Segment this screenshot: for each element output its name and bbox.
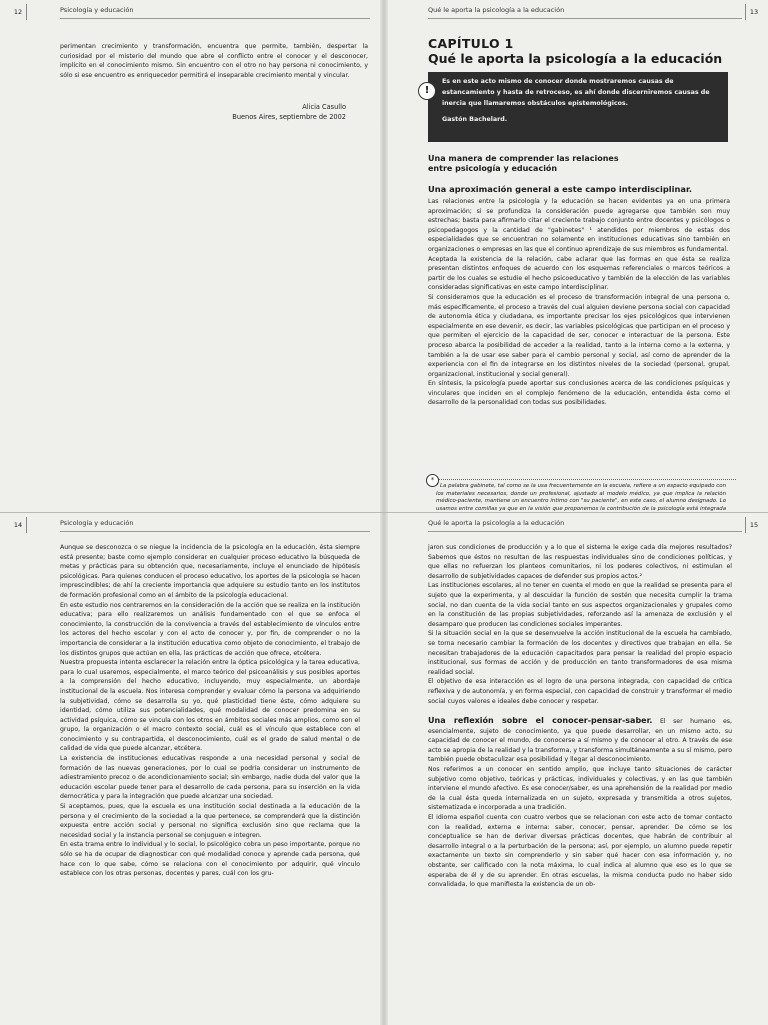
paragraph: La existencia de instituciones educativas responde a una necesidad personal y social de formación de las nuevas generaciones, por lo cual se podría considerar un instrumento de adiestramiento precoz o de acondicionamiento social; sin embargo, nadie duda del valor que la educación escolar puede tener para el desarrollo de cada persona, para su inserción en la vida democrática y para la integración que puede alcanzar una sociedad. xyxy=(60,755,360,801)
paragraph: Las instituciones escolares, al no tener en cuenta el modo en que la realidad se presenta para el sujeto que la experimenta, y al descuidar la función de sostén que necesita cumplir la trama social, no dan cuenta de la vida social tanto en sus aspectos organizacionales y grupales como en la constitución de las propias subjetividades, reforzando así la amenaza de exclusión y el desamparo que producen las condiciones sociales imperantes. xyxy=(428,582,732,628)
header-rule xyxy=(428,531,742,532)
paragraph: Si consideramos que la educación es el proceso de transformación integral de una persona o, más específicamente, el proceso a través del cual alguien deviene persona social con capacidad de autonomía ética y ciudadana, es importante precisar los ejes psicológicos que intervienen especialmente en ese devenir, es decir, las variables psicológicas que participan en el proceso y que permiten el ejercicio de la capacidad de ser, conocer e interactuar de la persona. Este proceso abarca la posibilidad de acceder a la realidad, tanto a la interna como a la externa, y también a la de usar ese saber para el cambio personal y social, así como de aprender de la experiencia con el fin de integrarse en los distintos niveles de la sociedad (personal, grupal, organizacional, institucional y social general). xyxy=(428,293,730,378)
body-text xyxy=(60,543,360,879)
running-head: Psicología y educación xyxy=(60,519,134,527)
page-number: 13 xyxy=(745,4,762,20)
header-rule xyxy=(60,18,370,19)
signature-place: Buenos Aires, septiembre de 2002 xyxy=(232,113,346,121)
section-heading-line-2: entre psicología y educación xyxy=(428,163,558,173)
page-13 xyxy=(384,0,768,512)
page-14 xyxy=(0,513,384,1025)
page-15 xyxy=(384,513,768,1025)
paragraph: En síntesis, la psicología puede aportar sus conclusiones acerca de las condiciones psíquicas y vinculares que inciden en el complejo fenómeno de la educación, entendida ésta como el desarrollo de la personalidad con todas sus posibilidades. xyxy=(428,380,730,407)
running-head: Psicología y educación xyxy=(60,6,134,14)
top-spread xyxy=(0,0,768,512)
paragraph: perimentan crecimiento y transformación, encuentra que permite, también, despertar la curiosidad por el misterio del mundo que abre el conflicto entre el conocer y el desconocer, implícito en el conocimiento mismo. Sin encuentro con el otro no hay persona ni conocimiento, y sólo si ese encuentro es enriquecedor permitirá el inseparable crecimiento mental y vincular. xyxy=(60,43,368,79)
chapter-title: Qué le aporta la psicología a la educación xyxy=(428,51,723,66)
footnote: ¹ La palabra gabinete, tal como se la usa frecuentemente en la escuela, refiere a un espacio equipado con los materiales necesarios, donde un profesional, ajustado al modelo médico, ya que implica la relación médico-paciente, mantiene un encuentro íntimo con "su paciente", en este caso, el alumno designado. Lo usamos entre comillas ya que en la visión que proponemos la contribución de la psicología está integrada xyxy=(436,483,726,512)
subheading: Una aproximación general a este campo interdisciplinar. xyxy=(428,184,693,194)
signature-name: Alicia Casullo xyxy=(302,103,346,111)
paragraph: En este estudio nos centraremos en la consideración de la acción que se realiza en la institución educativa; para ello realizaremos un análisis fundamentado con el que se enfoca el conocimiento, la construcción de la convivencia a través del establecimiento de vínculos entre los actores del hecho escolar y con el acto de conocer y, por fin, de comprender o no la importancia de considerar a la institución educativa como objeto de conocimiento, el trabajo de los distintos grupos que actúan en ella, las prácticas de acción que ofrece, etcétera. xyxy=(60,601,360,657)
header-rule xyxy=(60,531,370,532)
page-number: 12 xyxy=(10,4,27,20)
paragraph: El objetivo de esa interacción es el logro de una persona integrada, con capacidad de crítica reflexiva y de autonomía, y en forma especial, con capacidad de construir y transformar el medio social cuyos valores e ideales debe conocer y respetar. xyxy=(428,678,732,705)
bottom-spread xyxy=(0,512,768,1025)
subheading-paragraph xyxy=(428,716,732,765)
paragraph: Si la situación social en la que se desenvuelve la acción institucional de la escuela ha cambiado, se torna necesario cambiar la formación de los docentes y directivos que trabajan en ella. Se necesitan trabajadores de la educación capacitados para pensar la realidad del propio espacio institucional, sus formas de acción y de producción en tanto transformadores de esa misma realidad social. xyxy=(428,630,732,676)
body-text xyxy=(60,42,368,80)
paragraph: Aunque se desconozca o se niegue la incidencia de la psicología en la educación, ésta siempre está presente; baste como ejemplo considerar en cualquier proceso educativo la búsqueda de metas y prácticas para su obtención que, necesariamente, incluye el enunciado de hipótesis psicológicas. Para quienes conducen el proceso educativo, los aportes de la psicología se hacen imprescindibles; de ahí la creciente importancia que adquiere su estudio tanto en los institutos de formación profesional como en el ámbito de la psicología educacional. xyxy=(60,544,360,599)
footnote-asterisk-icon: * xyxy=(426,474,439,487)
subheading-continuation: El ser humano es, esencialmente, sujeto de conocimiento, ya que puede desarrollar, en un mismo acto, su capacidad de conocer el mundo, de conocerse a sí mismo y de conocer al otro. A través de ese acto se apropia de la realidad y la transforma, y transforma simultáneamente a su sí mismo, pero también puede obstaculizar esa posibilidad y llegar al desconocimiento. xyxy=(428,718,732,764)
page-number: 15 xyxy=(745,517,762,533)
epigraph-box xyxy=(428,72,728,142)
body-text xyxy=(428,197,730,408)
header-rule xyxy=(428,18,742,19)
chapter-label: CAPÍTULO 1 xyxy=(428,36,514,51)
signature xyxy=(232,102,346,122)
paragraph: Nuestra propuesta intenta esclarecer la relación entre la óptica psicológica y la tarea educativa, para lo cual usaremos, especialmente, el marco teórico del psicoanálisis y sus posibles aportes a la comprensión del hecho educativo, incluyendo, muy especialmente, un abordaje institucional de la escuela. Nos interesa comprender y evaluar cómo la persona va adquiriendo la subjetividad, cómo se desarrolla su yo, qué plasticidad tiene éste, cómo adquiere su identidad, cómo utiliza sus potencialidades, qué modalidad de conocer predomina en su actividad psíquica, cómo se vincula con los otros en ámbitos sociales más amplios, como son el grupo, la organización o el macro contexto social, cuál es el vínculo que establece con el conocimiento y su contrapartida, el desconocimiento, cuál es el grado de salud mental o de calidad de vida que puede alcanzar, etcétera. xyxy=(60,659,360,753)
paragraph: En esta trama entre lo individual y lo social, lo psicológico cobra un peso importante, porque no sólo se ha de ocupar de diagnosticar con qué modalidad conoce y aprende cada persona, qué hace con lo que sabe, cómo se relaciona con el conocimiento por adquirir, qué vínculo establece con los otras personas, docentes y pares, cuál con los gru- xyxy=(60,841,360,878)
page-12 xyxy=(0,0,384,512)
running-head: Qué le aporta la psicología a la educación xyxy=(428,519,565,527)
epigraph-text: Es en este acto mismo de conocer donde mostraremos causas de estancamiento y hasta de retroceso, es ahí donde discerniremos causas de inercia que llamaremos obstáculos epistemológicos. xyxy=(442,78,710,107)
section-heading-line-1: Una manera de comprender las relaciones xyxy=(428,154,619,163)
footnote-rule xyxy=(436,479,736,480)
paragraph: Las relaciones entre la psicología y la educación se hacen evidentes ya en una primera aproximación; si se profundiza la consideración puede agregarse que también son muy estrechas; basta para afirmarlo citar el creciente trabajo conjunto entre docentes y psicólogos o psicopedagogos y la cantidad de "gabinetes" ¹ atendidos por miembros de estas dos especialidades que se encuentran no solamente en instituciones educativas sino también en organizaciones o empresas en las que el continuo aprendizaje de sus miembros es fundamental. xyxy=(428,198,730,253)
paragraph: Aceptada la existencia de la relación, cabe aclarar que las formas en que ésta se realiza presentan distintos enfoques de acuerdo con los esquemas referenciales o marcos teóricos a partir de los cuales se estudie el hecho psicoeducativo y también de la elección de las variables consideradas significativas en este campo interdisciplinar. xyxy=(428,255,730,292)
exclamation-icon: ! xyxy=(418,82,436,100)
paragraph: jaron sus condiciones de producción y a lo que el sistema le exige cada día mejores resultados? Sabemos que éstos no resultan de las respuestas individuales sino de condiciones políticas, y que ellas no refuerzan los planteos comunitarios, ni los poderes colectivos, ni estimulan el desarrollo de subjetividades capaces de defender sus propios actos.² xyxy=(428,544,732,580)
paragraph: Nos referimos a un conocer en sentido amplio, que incluye tanto situaciones de carácter subjetivo como objetivo, teóricas y prácticas, individuales y colectivas, y en las que también interviene el mundo afectivo. Es ese conocer/saber, es una aprehensión de la realidad por medio de la cual ésta queda internalizada en un sujeto, expresada y transmitida a otros sujetos, sistematizada e incorporada a una tradición. xyxy=(428,766,732,812)
paragraph: El idioma español cuenta con cuatro verbos que se relacionan con este acto de tomar contacto con la realidad, externa e interna: saber, conocer, pensar, aprender. De cómo se los conceptualice se han de derivar diversas prácticas docentes, que habrán de contribuir al desarrollo integral o a la perturbación de la persona; así, por ejemplo, un alumno puede repetir exactamente un texto sin comprenderlo y sin saber qué hacer con esa información y, no obstante, ser calificado con la nota máxima, lo cual indica al alumno que eso es lo que se esperaba de él y de su aprender. En otras escuelas, la misma conducta pudo no haber sido convalidada, lo que manifiesta la existencia de un ob- xyxy=(428,814,732,889)
epigraph-author: Gastón Bachelard. xyxy=(442,116,508,123)
section-heading xyxy=(428,154,619,173)
running-head: Qué le aporta la psicología a la educación xyxy=(428,6,565,14)
page-number: 14 xyxy=(10,517,27,533)
body-text xyxy=(428,543,732,890)
subheading: Una reflexión sobre el conocer-pensar-saber. xyxy=(428,716,653,726)
paragraph: Si aceptamos, pues, que la escuela es una institución social destinada a la educación de la persona y el crecimiento de la sociedad a la que pertenece, se comprenderá que la distinción expuesta entre acción social y personal no significa exclusión sino que reclama que la necesidad social y la instancia personal se conjuguen e integren. xyxy=(60,803,360,839)
